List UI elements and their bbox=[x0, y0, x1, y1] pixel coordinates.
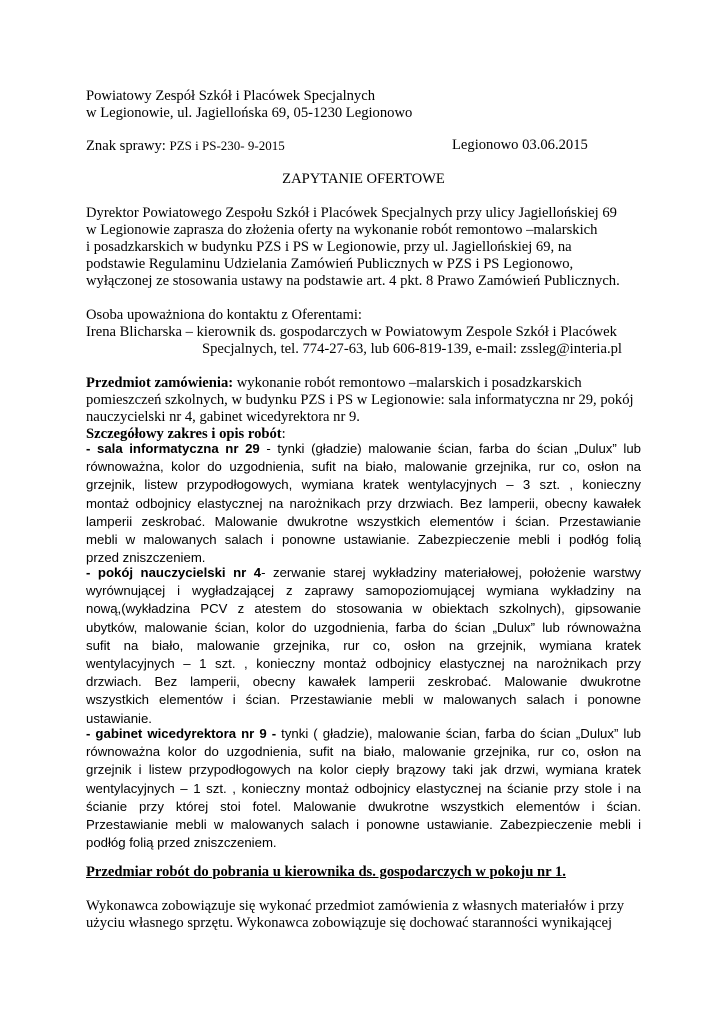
subject-text: wykonanie robót remontowo –malarskich i posadzkarskich bbox=[233, 375, 582, 391]
intro-line: i posadzkarskich w budynku PZS i PS w Legionowie, przy ul. Jagiellońskiej 69, na bbox=[86, 239, 572, 255]
contractor-line: Wykonawca zobowiązuje się wykonać przedmiot zamówienia z własnych materiałów i przy bbox=[86, 898, 625, 914]
subject-text: nauczycielski nr 4, gabinet wicedyrektora nr 9. bbox=[86, 409, 360, 425]
subject-label: Przedmiot zamówienia: bbox=[86, 375, 234, 391]
room-sala-informatyczna: - sala informatyczna nr 29 - tynki (gładzie) malowanie ścian, farba do ścian „Dulux” lub równoważna, kolor do uzgodnienia, sufit na biało, malowanie grzejnika, rur co, osłon na grzejnik, listew przypodłogowych, wymiana kratek wentylacyjnych – 3 szt. , konieczny montaż odbojnicy elastycznej na narożnikach przy drzwiach. Bez lamperii, obecny kawałek lamperii zeskrobać. Malowanie dwukrotne wszystkich elementów i ścian. Przestawianie mebli w malowanych salach i ponowne ustawianie. Zabezpieczenie mebli i podłóg folią przed zniszczeniem. bbox=[86, 441, 641, 566]
details-heading: Szczegółowy zakres i opis robót bbox=[86, 426, 282, 442]
intro-line: podstawie Regulaminu Udzielania Zamówień Publicznych w PZS i PS Legionowo, bbox=[86, 256, 574, 272]
bill-of-quantities-note: Przedmiar robót do pobrania u kierownika ds. gospodarczych w pokoju nr 1. bbox=[86, 864, 566, 880]
contact-person: Irena Blicharska – kierownik ds. gospodarczych w Powiatowym Zespole Szkół i Placówek bbox=[86, 324, 617, 340]
place-date: Legionowo 03.06.2015 bbox=[452, 137, 588, 153]
contact-details: Specjalnych, tel. 774-27-63, lub 606-819-139, e-mail: zssleg@interia.pl bbox=[202, 341, 622, 357]
room-label: - pokój nauczycielski nr 4 bbox=[86, 565, 262, 580]
contact-heading: Osoba upoważniona do kontaktu z Oferentami: bbox=[86, 307, 362, 323]
case-number: PZS i PS-230- 9-2015 bbox=[169, 138, 285, 153]
intro-line: Dyrektor Powiatowego Zespołu Szkół i Placówek Specjalnych przy ulicy Jagiellońskiej 69 bbox=[86, 205, 617, 221]
document-title: ZAPYTANIE OFERTOWE bbox=[282, 171, 445, 187]
room-label: - gabinet wicedyrektora nr 9 - bbox=[86, 726, 277, 741]
contractor-paragraph bbox=[86, 898, 641, 932]
room-label: - sala informatyczna nr 29 bbox=[86, 441, 260, 456]
institution-address: w Legionowie, ul. Jagiellońska 69, 05-1230 Legionowo bbox=[86, 105, 413, 121]
intro-paragraph bbox=[86, 205, 641, 290]
room-gabinet-wicedyrektora: - gabinet wicedyrektora nr 9 - tynki ( gładzie), malowanie ścian, farba do ścian „Dulux” lub równoważna kolor do uzgodnienia, sufit na biało, malowanie grzejnika, rur co, osłon na grzejnik i listew przypodłogowych na kolor ciepły brązowy taki jak drzwi, wymiana kratek wentylacyjnych – 1 szt. , konieczny montaż odbojnicy elastycznej na ścianie przy stole i na ścianie przy której stoi fotel. Malowanie dwukrotne wszystkich elementów i ścian. Przestawianie mebli w malowanych salach i ponowne ustawianie. Zabezpieczenie mebli i podłóg folią przed zniszczeniem. bbox=[86, 726, 641, 851]
contact-section bbox=[86, 307, 641, 358]
institution-name: Powiatowy Zespół Szkół i Placówek Specjalnych bbox=[86, 88, 375, 104]
intro-line: wyłączonej ze stosowania ustawy na podstawie art. 4 pkt. 8 Prawo Zamówień Publicznych. bbox=[86, 273, 620, 289]
contractor-line: użyciu własnego sprzętu. Wykonawca zobowiązuje się dochować staranności wynikającej bbox=[86, 915, 613, 931]
case-line bbox=[86, 137, 641, 155]
institution-header bbox=[86, 88, 641, 122]
intro-line: w Legionowie zaprasza do złożenia oferty na wykonanie robót remontowo –malarskich bbox=[86, 222, 598, 238]
room-pokoj-nauczycielski: - pokój nauczycielski nr 4- zerwanie starej wykładziny materiałowej, położenie warstwy wyrównującej i wygładzającej z zaprawy samopoziomującej wymiana wykładziny na nową,(wykładzina PCV z atestem do stosowania w obiektach szkolnych), gipsowanie ubytków, malowanie ścian, kolor do uzgodnienia, farba do ścian „Dulux” lub równoważna sufit na biało, malowanie grzejnika, rur co, osłon na grzejnik, wymiana kratek wentylacyjnych – 1 szt. , konieczny montaż odbojnicy elastycznej na narożnikach przy drzwiach. Bez lamperii, obecny kawałek lamperii zeskrobać. Malowanie dwukrotne wszystkich elementów i ścian. Przestawianie mebli w malowanych salach i ponowne ustawianie. bbox=[86, 565, 641, 726]
case-label: Znak sprawy: bbox=[86, 138, 170, 154]
subject-section: Przedmiot zamówienia: wykonanie robót remontowo –malarskich i posadzkarskich pomieszczeń szkolnych, w budynku PZS i PS w Legionowie: sala informatyczna nr 29, pokój nauczycielski nr 4, gabinet wicedyrektora nr 9. Szczegółowy zakres i opis robót: bbox=[86, 375, 641, 443]
subject-text: pomieszczeń szkolnych, w budynku PZS i PS w Legionowie: sala informatyczna nr 29, pokój bbox=[86, 392, 634, 408]
